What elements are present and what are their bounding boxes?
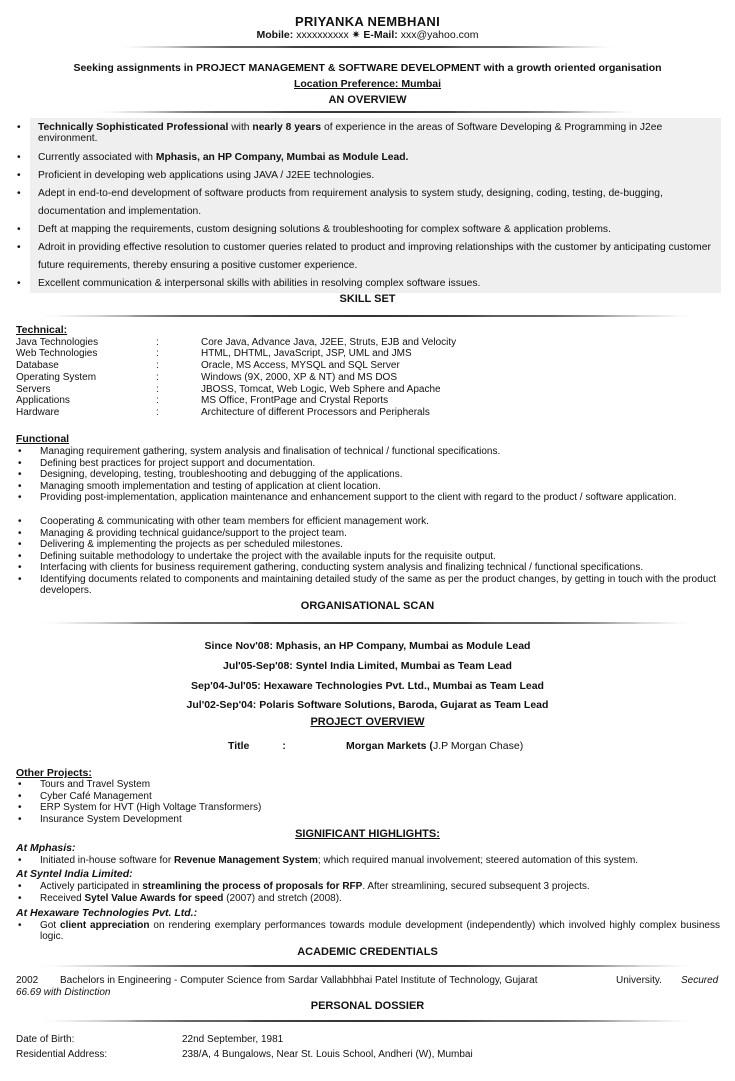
bullet-icon: • — [18, 574, 22, 585]
bullet-icon: • — [18, 516, 22, 527]
highlight-strong: Sytel Value Awards for speed — [84, 893, 224, 904]
bullet-icon: • — [18, 814, 22, 825]
overview-item — [17, 275, 718, 293]
hexaware-label: At Hexaware Technologies Pvt. Ltd.: — [16, 907, 198, 919]
skills-heading: SKILL SET — [339, 293, 396, 305]
tech-colon: : — [156, 407, 159, 418]
tech-value: Core Java, Advance Java, J2EE, Struts, EJB and Velocity — [201, 337, 457, 348]
overview-item — [17, 122, 718, 144]
highlight-text: Actively participated in — [40, 881, 143, 892]
functional-item: Defining suitable methodology to undertake the project with the available inputs for the requisite output. — [40, 551, 496, 562]
highlights-heading: SIGNIFICANT HIGHLIGHTS: — [295, 828, 440, 840]
project-heading: PROJECT OVERVIEW — [310, 716, 425, 728]
project-title-row — [228, 740, 286, 752]
divider — [40, 1018, 695, 1024]
candidate-name: PRIYANKA NEMBHANI — [295, 14, 440, 29]
academic-secured: Secured — [681, 975, 719, 986]
address-label: Residential Address: — [16, 1049, 108, 1060]
highlight-strong: streamlining the process of proposals for RFP — [142, 881, 363, 892]
highlight-text: Received — [40, 893, 85, 904]
highlight-text: on rendering exemplary performances towards module development (independently) which involved highly complex business logic. — [40, 920, 720, 942]
overview-item — [17, 167, 718, 185]
tech-colon: : — [156, 372, 159, 383]
academic-year: 2002 — [16, 975, 39, 986]
tech-key: Applications — [16, 395, 70, 406]
org-item: Jul'05-Sep'08: Syntel India Limited, Mumbai as Team Lead — [223, 660, 512, 672]
bullet-icon: • — [18, 458, 22, 469]
bullet-icon: • — [18, 855, 22, 866]
highlight-text: (2007) and stretch (2008). — [223, 893, 342, 904]
functional-item: Interfacing with clients for business requirement gathering, conducting system analysis and finalizing technical / functional specifications. — [40, 562, 644, 573]
highlight-strong: client appreciation — [60, 920, 150, 931]
org-heading: ORGANISATIONAL SCAN — [300, 600, 435, 612]
overview-item-text: Currently associated with — [38, 152, 156, 163]
highlight-item — [40, 920, 720, 942]
bullet-icon: • — [17, 152, 21, 163]
divider — [120, 44, 615, 50]
other-project: ERP System for HVT (High Voltage Transformers) — [40, 802, 262, 813]
functional-item: Cooperating & communicating with other team members for efficient management work. — [40, 516, 429, 527]
title-colon: : — [282, 740, 286, 752]
divider — [40, 620, 695, 626]
bullet-icon: • — [18, 551, 22, 562]
divider — [40, 963, 695, 969]
email-label: E-Mail: — [363, 29, 398, 41]
tech-key: Operating System — [16, 372, 97, 383]
project-title-rest: J.P Morgan Chase) — [432, 740, 524, 752]
title-label: Title — [228, 740, 250, 752]
address-value: 238/A, 4 Bungalows, Near St. Louis School, Andheri (W), Mumbai — [182, 1049, 473, 1060]
other-project: Tours and Travel System — [40, 779, 151, 790]
tech-key: Database — [16, 360, 59, 371]
bullet-icon: • — [18, 791, 22, 802]
dob-label: Date of Birth: — [16, 1034, 75, 1045]
org-item: Jul'02-Sep'04: Polaris Software Solutions, Baroda, Gujarat as Team Lead — [186, 699, 549, 711]
bullet-icon: • — [18, 469, 22, 480]
functional-item: Managing requirement gathering, system analysis and finalisation of technical / functional specifications. — [40, 446, 501, 457]
tech-value: Oracle, MS Access, MYSQL and SQL Server — [201, 360, 400, 371]
bullet-icon: • — [17, 122, 21, 133]
highlight-item — [40, 881, 720, 892]
overview-item-strong: Technically Sophisticated Professional — [38, 122, 229, 133]
functional-item: Managing smooth implementation and testing of application at client location. — [40, 481, 381, 492]
org-item: Since Nov'08: Mphasis, an HP Company, Mumbai as Module Lead — [204, 640, 531, 652]
functional-item: Designing, developing, testing, troubleshooting and debugging of the applications. — [40, 469, 403, 480]
overview-item-text: Deft at mapping the requirements, custom designing solutions & troubleshooting for complex software & application problems. — [38, 224, 611, 235]
tech-colon: : — [156, 395, 159, 406]
highlight-text: Got — [40, 920, 61, 931]
overview-item-text: Proficient in developing web applications using JAVA / J2EE technologies. — [38, 170, 375, 181]
divider — [40, 313, 695, 319]
bullet-icon: • — [18, 779, 22, 790]
highlight-item — [40, 893, 720, 904]
academic-score: 66.69 with Distinction — [16, 987, 111, 998]
overview-item — [17, 149, 718, 167]
tech-value: Architecture of different Processors and Peripherals — [201, 407, 430, 418]
bullet-icon: • — [17, 242, 21, 253]
functional-label: Functional — [16, 433, 70, 445]
tech-value: JBOSS, Tomcat, Web Logic, Web Sphere and Apache — [201, 384, 441, 395]
bullet-icon: • — [18, 539, 22, 550]
bullet-icon: • — [18, 562, 22, 573]
overview-item — [17, 239, 718, 275]
highlight-strong: Revenue Management System — [173, 855, 318, 866]
tech-colon: : — [156, 348, 159, 359]
overview-item-text: of experience in the areas of Software Developing & Programming in J2ee environment. — [38, 122, 663, 144]
functional-item: Managing & providing technical guidance/support to the project team. — [40, 528, 347, 539]
highlight-text: ; which required manual involvement; steered automation of this system. — [317, 855, 639, 866]
bullet-icon: • — [17, 188, 21, 199]
bullet-icon: • — [18, 492, 22, 503]
project-title — [346, 740, 523, 752]
academic-university: University. — [616, 975, 662, 986]
overview-item-text: Adroit in providing effective resolution to customer queries related to product and improving relationships with the customer by anticipating customer future requirements, thereby ensuring a positive customer experience. — [38, 242, 711, 271]
highlight-text: . After streamlining, secured subsequent 3 projects. — [362, 881, 590, 892]
dob-value: 22nd September, 1981 — [182, 1034, 284, 1045]
bullet-icon: • — [18, 528, 22, 539]
project-title-strong: Morgan Markets ( — [346, 740, 433, 752]
overview-heading: AN OVERVIEW — [328, 94, 407, 106]
tech-key: Servers — [16, 384, 51, 395]
technical-label: Technical: — [16, 324, 68, 336]
mphasis-label: At Mphasis: — [16, 842, 76, 854]
bullet-icon: • — [17, 224, 21, 235]
overview-item — [17, 221, 718, 239]
functional-item: Providing post-implementation, application maintenance and enhancement support to the client with regard to the product / software application. — [40, 492, 677, 503]
org-item: Sep'04-Jul'05: Hexaware Technologies Pvt. Ltd., Mumbai as Team Lead — [191, 680, 544, 692]
functional-item: Delivering & implementing the projects as per scheduled milestones. — [40, 539, 343, 550]
academic-degree: Bachelors in Engineering - Computer Science from Sardar Vallabhbhai Patel Institute of Technology, Gujarat — [60, 975, 538, 986]
overview-item-text: Adept in end-to-end development of software products from requirement analysis to system study, designing, coding, testing, de-bugging, documentation and implementation. — [38, 188, 663, 217]
overview-item-text: Excellent communication & interpersonal skills with abilities in resolving complex software issues. — [38, 278, 481, 289]
other-project: Insurance System Development — [40, 814, 182, 825]
tech-key: Java Technologies — [16, 337, 99, 348]
location-preference: Location Preference: Mumbai — [293, 78, 442, 90]
bullet-icon: • — [18, 920, 22, 931]
tech-colon: : — [156, 360, 159, 371]
tech-value: HTML, DHTML, JavaScript, JSP, UML and JMS — [201, 348, 412, 359]
academic-heading: ACADEMIC CREDENTIALS — [297, 946, 438, 958]
tech-key: Hardware — [16, 407, 60, 418]
tech-colon: : — [156, 337, 159, 348]
overview-item-strong: Mphasis, an HP Company, Mumbai as Module Lead. — [155, 152, 409, 163]
contact-line — [0, 29, 735, 41]
bullet-icon: • — [18, 802, 22, 813]
other-project: Cyber Café Management — [40, 791, 152, 802]
tech-value: Windows (9X, 2000, XP & NT) and MS DOS — [201, 372, 398, 383]
highlight-text: Initiated in-house software for — [40, 855, 174, 866]
tech-key: Web Technologies — [16, 348, 98, 359]
functional-item: Identifying documents related to components and maintaining detailed study of the same as per the product changes, by getting in touch with the product developers. — [40, 574, 716, 596]
bullet-icon: • — [18, 481, 22, 492]
bullet-icon: • — [18, 893, 22, 904]
separator-icon: ✷ — [351, 29, 361, 41]
syntel-label: At Syntel India Limited: — [16, 868, 133, 880]
overview-item-strong: nearly 8 years — [252, 122, 322, 133]
tech-colon: : — [156, 384, 159, 395]
bullet-icon: • — [17, 170, 21, 181]
personal-heading: PERSONAL DOSSIER — [310, 1000, 425, 1012]
tech-value: MS Office, FrontPage and Crystal Reports — [201, 395, 389, 406]
email-value: xxx@yahoo.com — [400, 29, 479, 41]
bullet-icon: • — [17, 278, 21, 289]
other-projects-label: Other Projects: — [16, 767, 92, 779]
bullet-icon: • — [18, 881, 22, 892]
objective-text: Seeking assignments in PROJECT MANAGEMENT & SOFTWARE DEVELOPMENT with a growth oriented organisation — [73, 62, 662, 74]
mobile-label: Mobile: — [256, 29, 294, 41]
mobile-value: xxxxxxxxxx — [296, 29, 349, 41]
highlight-item — [40, 855, 720, 866]
functional-item: Defining best practices for project support and documentation. — [40, 458, 316, 469]
overview-item — [17, 185, 718, 221]
divider — [95, 109, 640, 115]
overview-item-text: with — [228, 122, 253, 133]
bullet-icon: • — [18, 446, 22, 457]
